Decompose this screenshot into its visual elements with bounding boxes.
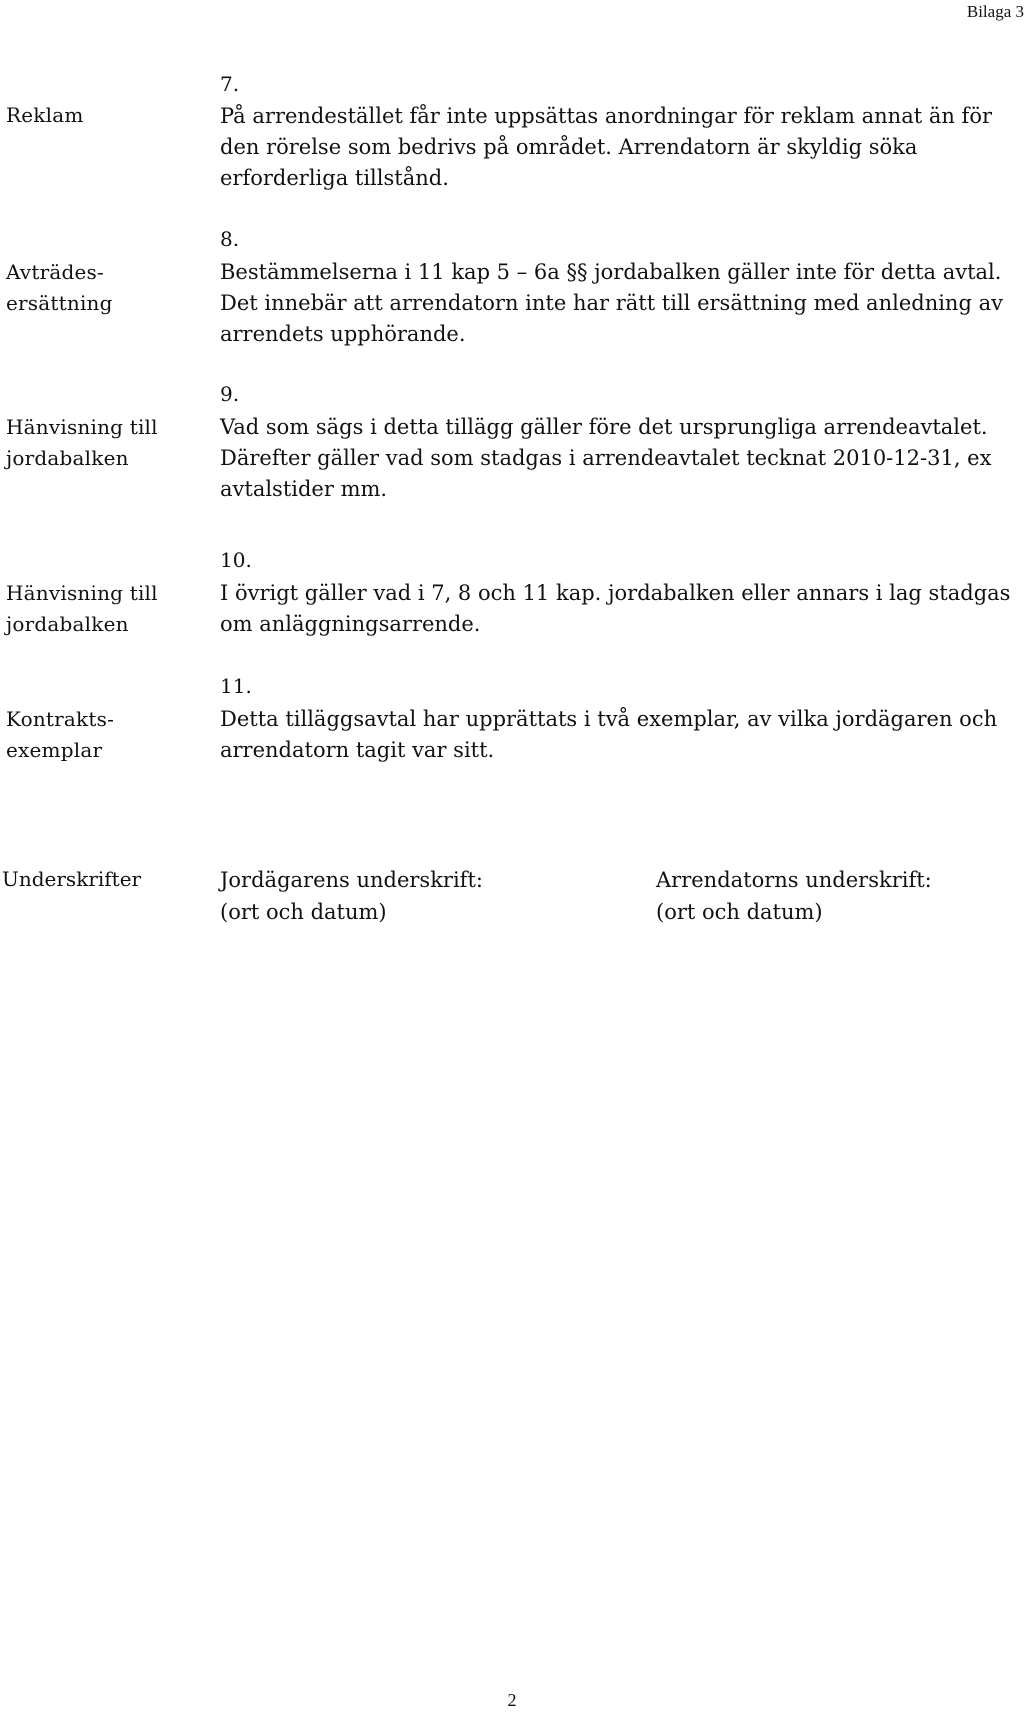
section-text: I övrigt gäller vad i 7, 8 och 11 kap. jordabalken eller annars i lag stadgas om anläggningsarrende. xyxy=(220,581,1011,636)
section-number: 11. xyxy=(220,674,252,698)
section-number: 8. xyxy=(220,227,240,251)
section-label-line: ersättning xyxy=(6,291,113,315)
section-text: Vad som sägs i detta tillägg gäller före det ursprungliga arrendeavtalet. Därefter gäller vad som stadgas i arrendeavtalet tecknat 2010-12-31, ex avtalstider mm. xyxy=(220,415,992,501)
section-number: 10. xyxy=(220,548,252,572)
landowner-signature-title: Jordägarens underskrift: xyxy=(220,868,483,892)
section-text: Bestämmelserna i 11 kap 5 – 6a §§ jordabalken gäller inte för detta avtal. Det innebär att arrendatorn inte har rätt till ersättning med anledning av arrendets upphörande. xyxy=(220,260,1003,346)
section-text: På arrendestället får inte uppsättas anordningar för reklam annat än för den rörelse som bedrivs på området. Arrendatorn är skyldig söka erforderliga tillstånd. xyxy=(220,104,992,190)
section-label-line: jordabalken xyxy=(6,446,129,470)
section-label-line: Hänvisning till xyxy=(6,415,158,439)
section-label-line: Hänvisning till xyxy=(6,581,158,605)
tenant-signature-block xyxy=(656,864,932,928)
landowner-signature-subtitle: (ort och datum) xyxy=(220,900,387,924)
section-label-line: exemplar xyxy=(6,738,103,762)
section-label xyxy=(6,578,206,640)
section-label xyxy=(6,257,206,319)
landowner-signature-block xyxy=(220,864,483,928)
section-text: Detta tilläggsavtal har upprättats i två exemplar, av vilka jordägaren och arrendatorn tagit var sitt. xyxy=(220,707,998,762)
section-label xyxy=(6,412,206,474)
section-label-line: Reklam xyxy=(6,103,84,127)
section-label xyxy=(6,100,206,131)
signatures-label: Underskrifter xyxy=(2,867,142,891)
tenant-signature-title: Arrendatorns underskrift: xyxy=(656,868,932,892)
tenant-signature-subtitle: (ort och datum) xyxy=(656,900,823,924)
section-label-line: Avträdes- xyxy=(6,260,104,284)
section-label xyxy=(6,704,206,766)
section-label-line: jordabalken xyxy=(6,612,129,636)
attachment-label: Bilaga 3 xyxy=(966,2,1024,21)
section-number: 7. xyxy=(220,72,240,96)
page-number: 2 xyxy=(507,1690,517,1710)
section-label-line: Kontrakts- xyxy=(6,707,115,731)
section-number: 9. xyxy=(220,382,240,406)
